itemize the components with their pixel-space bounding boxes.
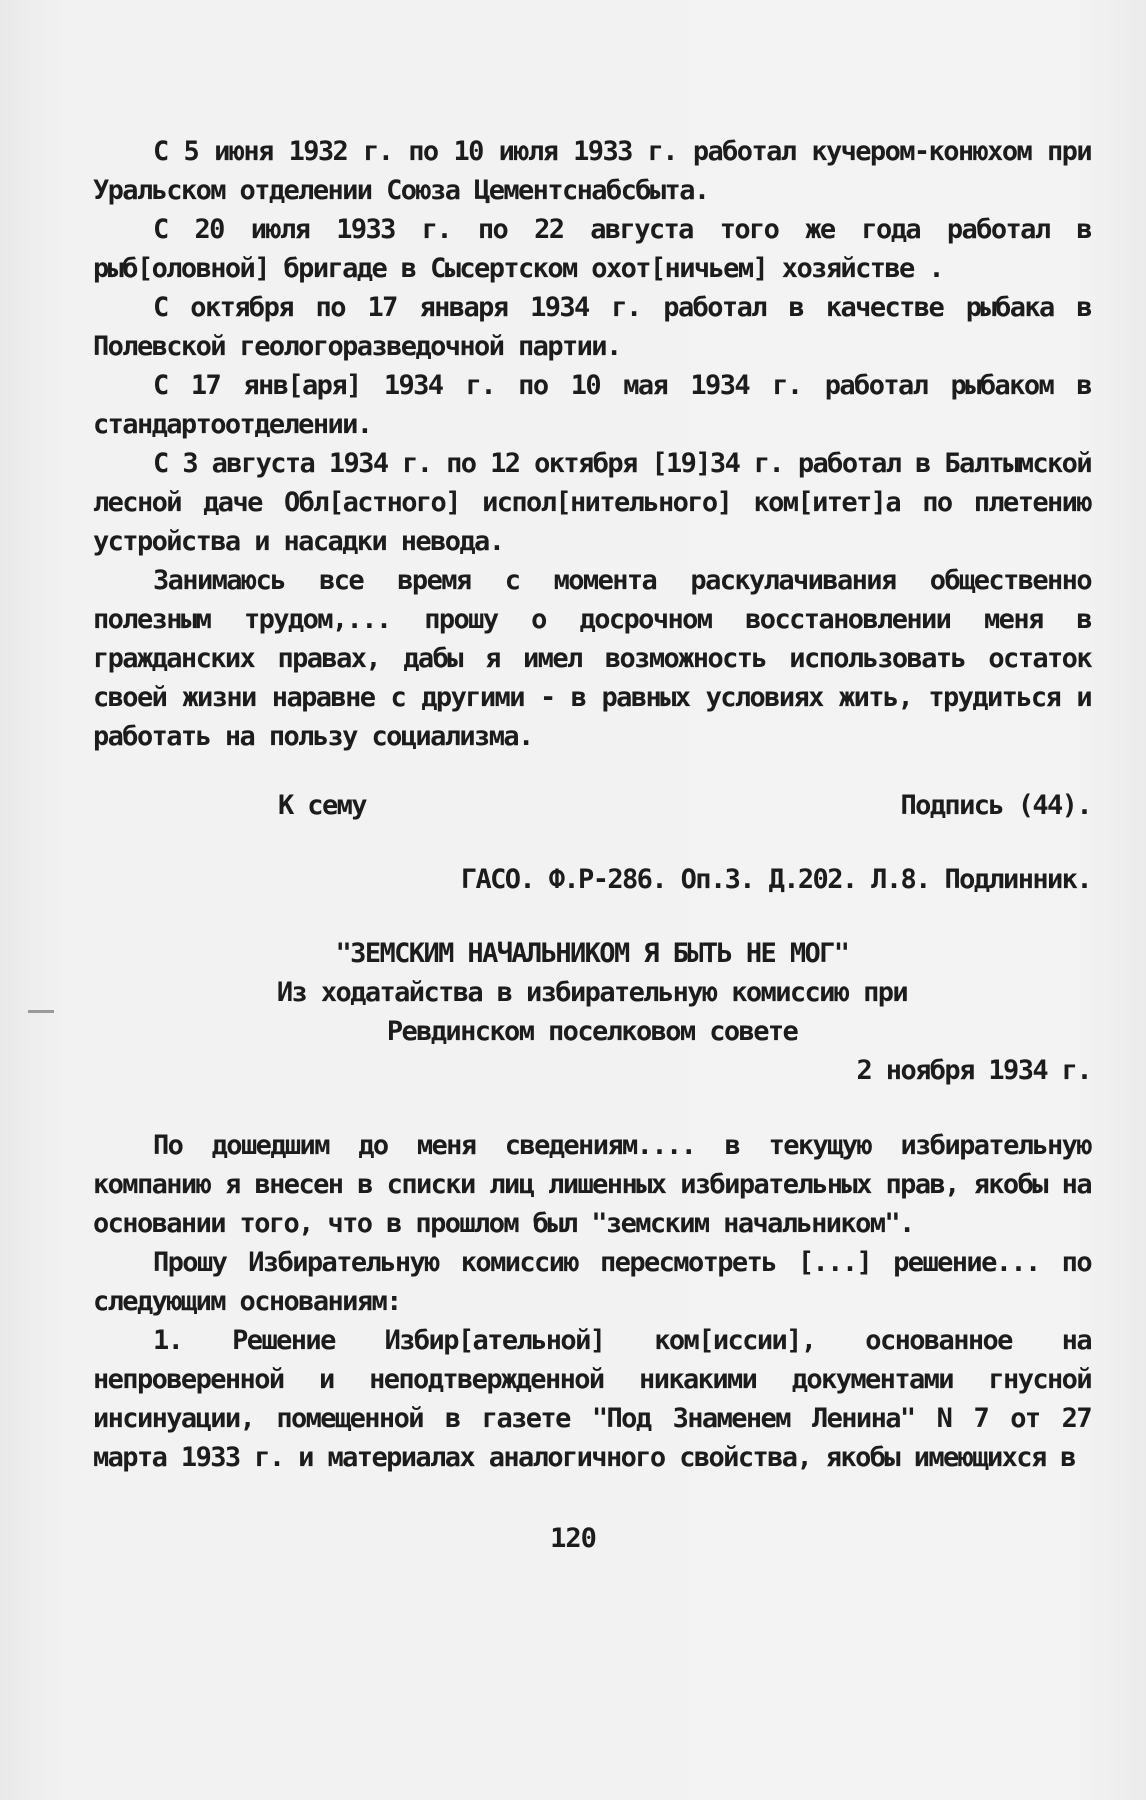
- archive-reference: ГАСО. Ф.Р-286. Оп.3. Д.202. Л.8. Подлинник.: [460, 864, 1091, 895]
- heading-title: "ЗЕМСКИМ НАЧАЛЬНИКОМ Я БЫТЬ НЕ МОГ": [335, 938, 849, 969]
- heading-date: 2 ноября 1934 г.: [856, 1055, 1091, 1086]
- heading-subtitle-line-2: Ревдинском поселковом совете: [386, 1016, 798, 1047]
- paragraph-employment-2: С 20 июля 1933 г. по 22 августа того же года работал в рыб[оловной] бригаде в Сысертском охот[ничьем] хозяйстве .: [93, 214, 1091, 284]
- closing-phrase: К сему: [278, 790, 366, 821]
- signature-note: Подпись (44).: [900, 790, 1091, 821]
- heading-subtitle-line-1: Из ходатайства в избирательную комиссию при: [276, 977, 908, 1008]
- paragraph-employment-3: С октября по 17 января 1934 г. работал в качестве рыбака в Полевской геологоразведочной партии.: [93, 292, 1091, 362]
- page-edge-mark: [28, 1010, 54, 1013]
- paragraph-request: Прошу Избирательную комиссию пересмотреть [...] решение... по следующим основаниям:: [93, 1247, 1091, 1317]
- paragraph-employment-4: С 17 янв[аря] 1934 г. по 10 мая 1934 г. работал рыбаком в стандартоотделении.: [93, 370, 1091, 440]
- paragraph-employment-1: С 5 июня 1932 г. по 10 июля 1933 г. работал кучером-конюхом при Уральском отделении Союза Цементснабсбыта.: [93, 136, 1091, 206]
- paragraph-employment-5: С 3 августа 1934 г. по 12 октября [19]34 г. работал в Балтымской лесной даче Обл[астного] испол[нительного] ком[итет]а по плетению устройства и насадки невода.: [93, 448, 1091, 557]
- page-number: 120: [550, 1523, 596, 1554]
- document-heading: [93, 934, 1091, 1090]
- document-body: [93, 132, 1091, 1477]
- paragraph-report: По дошедшим до меня сведениям.... в текущую избирательную компанию я внесен в списки лиц лишенных избирательных прав, якобы на основании того, что в прошлом был "земским начальником".: [93, 1130, 1091, 1239]
- signature-row: [93, 786, 1091, 825]
- paragraph-petition: Занимаюсь все время с момента раскулачивания общественно полезным трудом,... прошу о досрочном восстановлении меня в гражданских правах, дабы я имел возможность использовать остаток своей жизни наравне с другими - в равных условиях жить, трудиться и работать на пользу социализма.: [93, 565, 1091, 752]
- paragraph-point-1: 1. Решение Избир[ательной] ком[иссии], основанное на непроверенной и неподтвержденной никакими документами гнусной инсинуации, помещенной в газете "Под Знаменем Ленина" N 7 от 27 марта 1933 г. и материалах аналогичного свойства, якобы имеющихся в: [93, 1325, 1091, 1473]
